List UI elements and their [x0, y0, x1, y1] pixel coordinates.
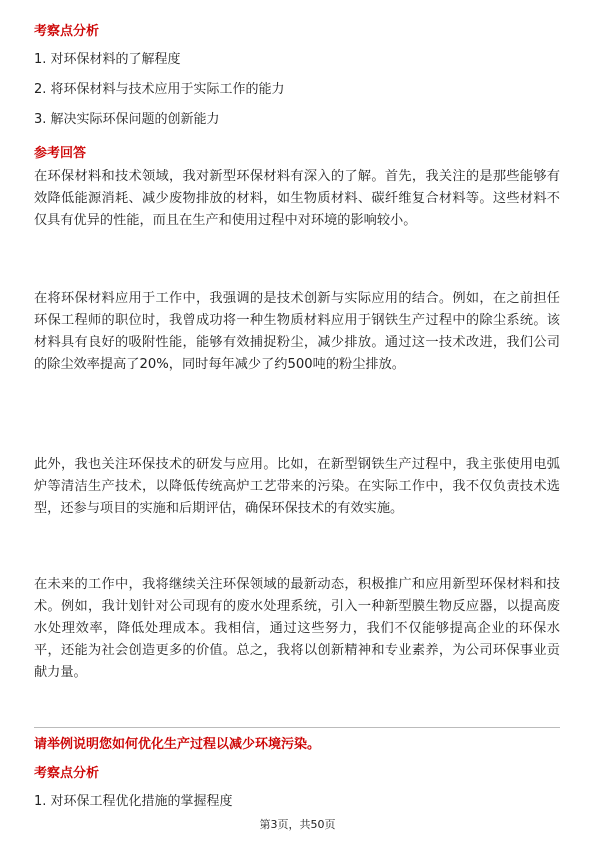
answer-paragraph-3: 此外，我也关注环保技术的研发与应用。比如，在新型钢铁生产过程中，我主张使用电弧炉等清洁生产技术，以降低传统高炉工艺带来的污染。在实际工作中，我不仅负责技术选型，还参与项目的实施和后期评估，确保环保技术的有效实施。 — [34, 457, 560, 516]
analysis-heading-2: 考察点分析 — [34, 766, 100, 781]
answer-heading: 参考回答 — [34, 146, 87, 161]
answer-paragraph-2: 在将环保材料应用于工作中，我强调的是技术创新与实际应用的结合。例如，在之前担任环保工程师的职位时，我曾成功将一种生物质材料应用于钢铁生产过程中的除尘系统。该材料具有良好的吸附性能，能够有效捕捉粉尘，减少排放。通过这一技术改进，我们公司的除尘效率提高了20%，同时每年减少了约500吨的粉尘排放。 — [34, 291, 560, 372]
analysis-point-1: 1. 对环保材料的了解程度 — [34, 52, 181, 67]
question-title: 请举例说明您如何优化生产过程以减少环境污染。 — [34, 737, 321, 752]
analysis-point-3: 3. 解决实际环保问题的创新能力 — [34, 112, 220, 127]
analysis-point-2-1: 1. 对环保工程优化措施的掌握程度 — [34, 794, 233, 809]
analysis-point-2: 2. 将环保材料与技术应用于实际工作的能力 — [34, 82, 285, 97]
section-divider — [34, 727, 560, 728]
answer-paragraph-4: 在未来的工作中，我将继续关注环保领域的最新动态，积极推广和应用新型环保材料和技术。例如，我计划针对公司现有的废水处理系统，引入一种新型膜生物反应器，以提高废水处理效率，降低处理成本。我相信，通过这些努力，我们不仅能够提高企业的环保水平，还能为社会创造更多的价值。总之，我将以创新精神和专业素养，为公司环保事业贡献力量。 — [34, 577, 560, 680]
analysis-heading: 考察点分析 — [34, 24, 100, 39]
answer-paragraph-1: 在环保材料和技术领域，我对新型环保材料有深入的了解。首先，我关注的是那些能够有效降低能源消耗、减少废物排放的材料，如生物质材料、碳纤维复合材料等。这些材料不仅具有优异的性能，而且在生产和使用过程中对环境的影响较小。 — [34, 169, 560, 228]
page-footer: 第3页，共50页 — [259, 818, 336, 831]
